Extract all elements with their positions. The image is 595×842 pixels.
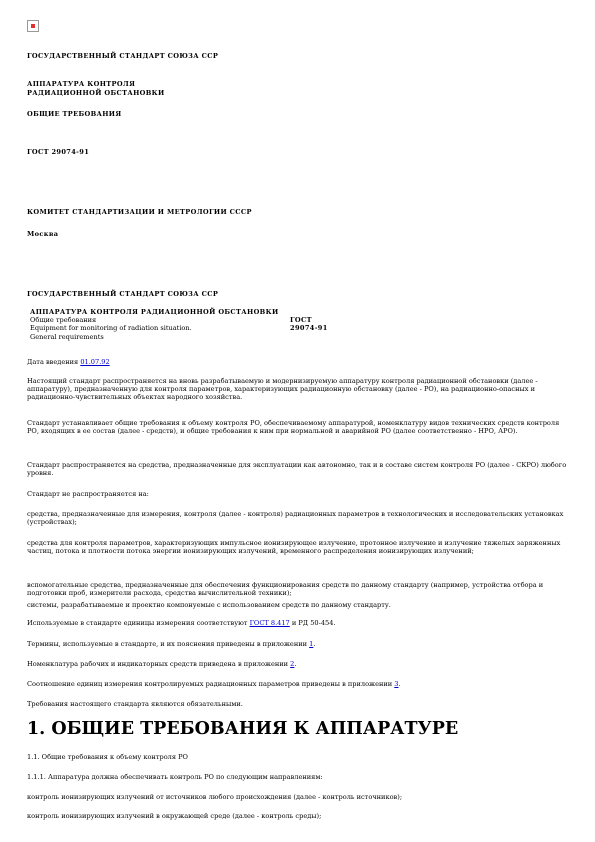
text: и РД 50-454.: [289, 619, 336, 627]
paragraph: Стандарт распространяется на средства, предназначенные для эксплуатации как автономно, так и в составе систем контроля РО (далее - СКРО) любого уровня.: [27, 461, 567, 478]
table-cell: Общие требования: [30, 316, 97, 325]
header-state-2: ГОСУДАРСТВЕННЫЙ СТАНДАРТ СОЮЗА ССР: [27, 290, 219, 298]
table-cell: General requirements: [30, 332, 104, 341]
paragraph: средства для контроля параметров, характеризующих импульсное ионизирующее излучение, протонное излучение и излучение тяжелых заряженных частиц, потока и плотности потока энергии ионизирующих излучений, временного распределения ионизирующих излучений;: [27, 539, 561, 556]
paragraph: [27, 660, 296, 668]
paragraph: 1.1.1. Аппаратура должна обеспечивать контроль РО по следующим направлениям:: [27, 773, 323, 781]
paragraph: Стандарт устанавливает общие требования к объему контроля РО, обеспечиваемому аппаратурой, номенклатуру видов технических средств контроля РО, входящих в ее состав (далее - средств), и общие требования к ним при нормальной и аварийной РО (далее соответственно - НРО, АРО).: [27, 419, 560, 436]
committee: КОМИТЕТ СТАНДАРТИЗАЦИИ И МЕТРОЛОГИИ СССР: [27, 208, 252, 216]
header-state: ГОСУДАРСТВЕННЫЙ СТАНДАРТ СОЮЗА ССР: [27, 52, 219, 60]
paragraph: Требования настоящего стандарта являются обязательными.: [27, 700, 243, 708]
table-cell: АППАРАТУРА КОНТРОЛЯ РАДИАЦИОННОЙ ОБСТАНОВКИ: [30, 308, 279, 316]
text: Термины, используемые в стандарте, и их пояснения приведены в приложении: [27, 640, 310, 648]
standard-header-table: [30, 308, 328, 341]
doc-title-line2: РАДИАЦИОННОЙ ОБСТАНОВКИ: [27, 89, 165, 97]
effective-date-label: Дата введения: [27, 358, 81, 366]
doc-subtitle: ОБЩИЕ ТРЕБОВАНИЯ: [27, 110, 122, 118]
paragraph: [27, 640, 315, 648]
paragraph: Настоящий стандарт распространяется на вновь разрабатываемую и модернизируемую аппаратуру контроля радиационной обстановки (далее - аппаратуру), предназначенную для контроля параметров, характеризующих радиационную обстановку (далее - РО), на радиационно-опасных и радиационно-чувствительных объектах народного хозяйства.: [27, 377, 538, 402]
section-heading: 1. ОБЩИЕ ТРЕБОВАНИЯ К АППАРАТУРЕ: [27, 719, 459, 739]
appendix-2-link[interactable]: 2: [290, 660, 295, 668]
text: Номенклатура рабочих и индикаторных средств приведена в приложении: [27, 660, 291, 668]
table-cell: ГОСТ: [290, 316, 312, 325]
appendix-1-link[interactable]: 1: [309, 640, 314, 648]
paragraph: Стандарт не распространяется на:: [27, 490, 149, 498]
text: Используемые в стандарте единицы измерения соответствуют: [27, 619, 250, 627]
broken-image-icon: [27, 20, 39, 32]
table-cell: [290, 308, 328, 316]
paragraph: средства, предназначенные для измерения, контроля (далее - контроля) радиационных параметров в технологических и исследовательских установках (устройствах);: [27, 510, 564, 527]
text: .: [313, 640, 316, 648]
paragraph: системы, разрабатываемые и проектно компонуемые с использованием средств по данному стандарту.: [27, 601, 391, 609]
paragraph: [27, 619, 336, 627]
paragraph: [27, 680, 401, 688]
subsection-heading: 1.1. Общие требования к объему контроля РО: [27, 753, 188, 761]
paragraph: контроль ионизирующих излучений от источников любого происхождения (далее - контроль источников);: [27, 793, 403, 801]
paragraph: вспомогательные средства, предназначенные для обеспечения функционирования средств по данному стандарту (например, устройства отбора и подготовки проб, измерители расхода, средства вычислительной техники);: [27, 581, 544, 598]
text: .: [398, 680, 401, 688]
doc-code: ГОСТ 29074-91: [27, 148, 90, 156]
effective-date-link[interactable]: 01.07.92: [80, 358, 110, 366]
doc-title-line1: АППАРАТУРА КОНТРОЛЯ: [27, 80, 136, 88]
text: Соотношение единиц измерения контролируемых радиационных параметров приведены в приложении: [27, 680, 395, 688]
appendix-3-link[interactable]: 3: [394, 680, 399, 688]
gost-link[interactable]: ГОСТ 8.417: [249, 619, 290, 627]
table-cell: Equipment for monitoring of radiation situation.: [30, 324, 192, 333]
city: Москва: [27, 230, 59, 238]
effective-date: [27, 358, 110, 366]
table-cell: [290, 333, 328, 341]
table-cell: 29074-91: [290, 324, 328, 333]
paragraph: контроль ионизирующих излучений в окружающей среде (далее - контроль среды);: [27, 812, 322, 820]
text: .: [294, 660, 297, 668]
